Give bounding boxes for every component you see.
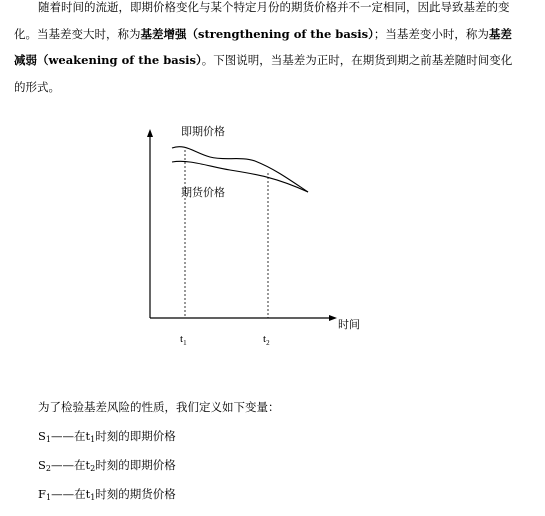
spot-price-label: 即期价格 [181,126,225,138]
definition-f1: $F_1——$在$t_1$时刻的期货价格 [38,487,176,502]
t1-label: $t_1$ [180,333,187,347]
time-axis-label: 时间 [338,319,360,331]
spot-price-curve [172,147,308,192]
futures-price-label: 期货价格 [181,187,225,199]
definition-s1: $S_1——$在$t_1$时刻的即期价格 [38,429,176,444]
basis-paragraph [14,0,520,100]
intro-line: 为了检验基差风险的性质，我们定义如下变量： [38,400,280,414]
definition-s2: $S_2——$在$t_2$时刻的即期价格 [38,458,176,473]
term-weakening: 基差减弱（weakening of the basis） [14,26,512,67]
x-axis-arrow [329,315,337,321]
y-axis-arrow [147,129,153,137]
term-strengthening: 基差增强（strengthening of the basis） [140,26,374,41]
t2-label: $t_2$ [263,333,270,347]
paragraph-text-3: 。下图说明，当基差为正时，在期货到期之前基差随时间变化的形式。 [14,53,513,94]
basis-diagram [130,115,370,350]
paragraph-text-2: ；当基差变小时，称为 [373,26,489,41]
paragraph-text-1: 随着时间的流逝，即期价格变化与某个特定月份的期货价格并不一定相同，因此导致基差的变化。当基差变大时，称为 [14,0,510,41]
